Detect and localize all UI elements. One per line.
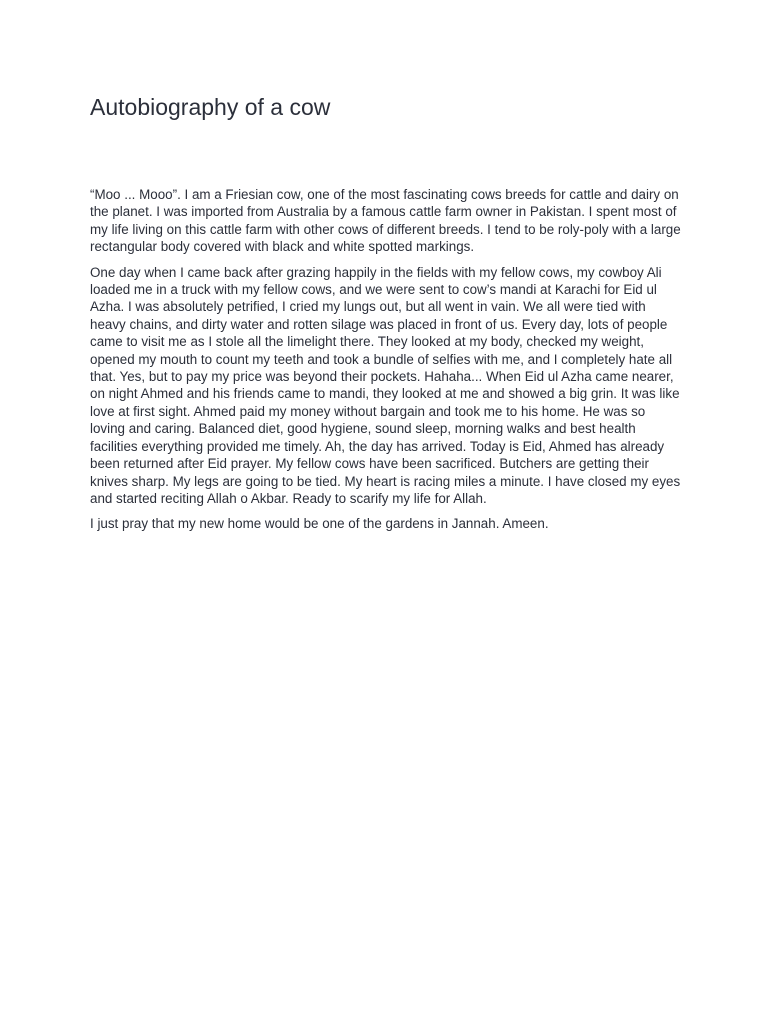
paragraph-story: One day when I came back after grazing happily in the fields with my fellow cows, my cowboy Ali loaded me in a truck with my fellow cows, and we were sent to cow’s mandi at Karachi for Eid ul Azha. I was absolutely petrified, I cried my lungs out, but all went in vain. We all were tied with heavy chains, and dirty water and rotten silage was placed in front of us. Every day, lots of people came to visit me as I stole all the limelight there. They looked at my body, checked my weight, opened my mouth to count my teeth and took a bundle of selfies with me, and I completely hate all that. Yes, but to pay my price was beyond their pockets. Hahaha... When Eid ul Azha came nearer, on night Ahmed and his friends came to mandi, they looked at me and showed a big grin. It was like love at first sight. Ahmed paid my money without bargain and took me to his home. He was so loving and caring. Balanced diet, good hygiene, sound sleep, morning walks and best health facilities everything provided me timely. Ah, the day has arrived. Today is Eid, Ahmed has already been returned after Eid prayer. My fellow cows have been sacrificed. Butchers are getting their knives sharp. My legs are going to be tied. My heart is racing miles a minute. I have closed my eyes and started reciting Allah o Akbar. Ready to scarify my life for Allah. (90, 264, 681, 506)
paragraph-closing: I just pray that my new home would be one of the gardens in Jannah. Ameen. (90, 516, 549, 532)
document-body (90, 186, 682, 541)
paragraph-intro: “Moo ... Mooo”. I am a Friesian cow, one of the most fascinating cows breeds for cattle and dairy on the planet. I was imported from Australia by a famous cattle farm owner in Pakistan. I spent most of my life living on this cattle farm with other cows of different breeds. I tend to be roly-poly with a large rectangular body covered with black and white spotted markings. (90, 187, 681, 255)
document-title: Autobiography of a cow (90, 94, 331, 120)
